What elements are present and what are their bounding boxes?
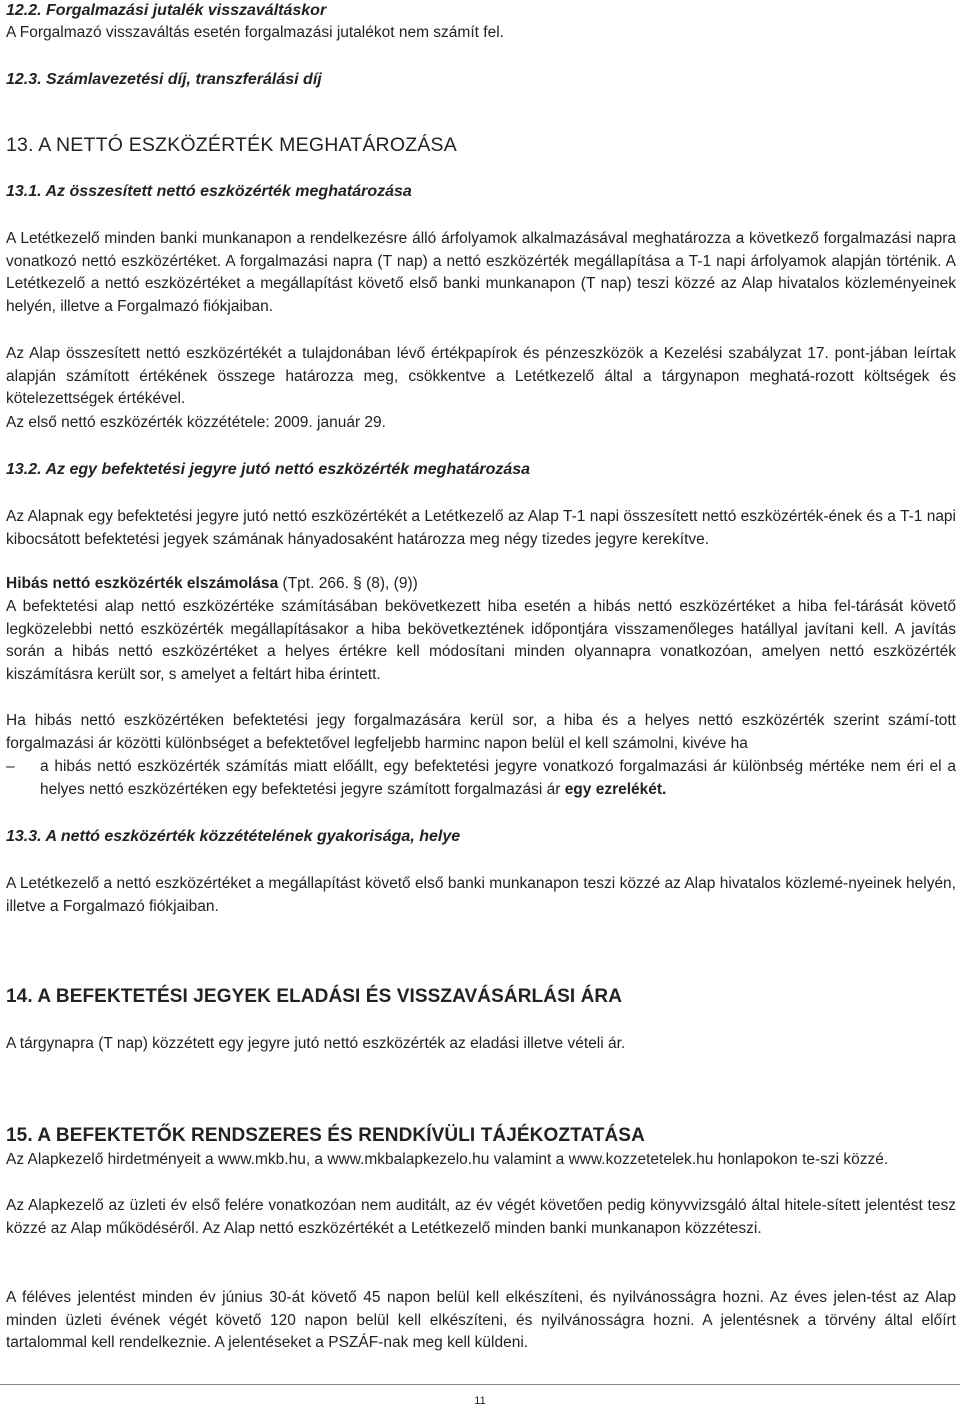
dash-bullet: – <box>6 758 15 775</box>
section-14-paragraph-1: A tárgynapra (T nap) közzétett egy jegyre jutó nettó eszközérték az eladási illetve vételi ár. <box>6 1035 626 1052</box>
exception-text: a hibás nettó eszközérték számítás miatt előállt, egy befektetési jegyre vonatkozó forgalmazási ár különbség mértéke nem éri el a helyes nettó eszközértéken egy befektetési jegyre számított forgalmazási ár <box>40 758 956 798</box>
footer-divider <box>0 1384 960 1385</box>
error-correction-title <box>6 573 956 596</box>
section-15-paragraph-3: A féléves jelentést minden év június 30-át követő 45 napon belül kell elkészíteni, és nyilvánosságra hozni. Az éves jelen-tést az Alap minden üzleti évének végét követő 120 napon belül kell elkészíteni, és nyilvánosságra hozni. A jelentésnek a törvény által előírt tartalommal kell rendelkeznie. A jelentéseket a PSZÁF-nak meg kell küldeni. <box>6 1289 956 1351</box>
section-13-3-paragraph-1: A Letétkezelő a nettó eszközértéket a megállapítást követő első banki munkanapon teszi közzé az Alap hivatalos közlemé-nyeinek helyén, illetve a Forgalmazó fiókjaiban. <box>6 875 956 915</box>
section-12-3-heading: 12.3. Számlavezetési díj, transzferálási díj <box>6 71 322 88</box>
page-number: 11 <box>474 1395 486 1407</box>
error-correction-title-bold: Hibás nettó eszközérték elszámolása <box>6 575 279 592</box>
section-15-heading: 15. A BEFEKTETŐK RENDSZERES ÉS RENDKÍVÜLI TÁJÉKOZTATÁSA <box>6 1125 645 1146</box>
section-13-2-paragraph-3: Ha hibás nettó eszközértéken befektetési jegy forgalmazására kerül sor, a hiba és a helyes nettó eszközérték szerint számí-tott forgalmazási ár közötti különbséget a befektetővel legfeljebb harminc napon belül el kell számolni, kivéve ha <box>6 712 956 752</box>
section-13-2-paragraph-2: A befektetési alap nettó eszközértéke számításában bekövetkezett hiba esetén a hibás nettó eszközértéket a hiba fel-tárását követő legközelebbi nettó eszközérték megállapításakor a hiba bekövetkeztének időpontjára visszamenőleges hatállyal javítani kell. A javítás során a hibás nettó eszközértéket a helyes értékre kell módosítani minden olyannapra vonatkozóan, amelyen nettó eszközérték kiszámításra került sor, s amelyet a feltárt hiba érintett. <box>6 598 956 683</box>
section-13-1-heading: 13.1. Az összesített nettó eszközérték meghatározása <box>6 183 412 200</box>
section-12-2-text: A Forgalmazó visszaváltás esetén forgalmazási jutalékot nem számít fel. <box>6 24 504 41</box>
section-13-1-paragraph-2: Az Alap összesített nettó eszközértékét a tulajdonában lévő értékpapírok és pénzeszközök a Kezelési szabályzat 17. pont-jában leírtak alapján számított értékének összege határozza meg, csökkentve a Letétkezelő által a tárgynapon meghatá-rozott költségek és kötelezettségek értékével. <box>6 345 956 407</box>
document-page <box>6 0 956 1351</box>
error-correction-title-reference: (Tpt. 266. § (8), (9)) <box>278 575 418 592</box>
section-13-2-heading: 13.2. Az egy befektetési jegyre jutó nettó eszközérték meghatározása <box>6 461 531 478</box>
section-15-paragraph-2: Az Alapkezelő az üzleti év első felére vonatkozóan nem auditált, az év végét követően pedig könyvvizsgáló által hitele-sített jelentést tesz közzé az Alap működéséről. Az Alap nettó eszközértékét a Letétkezelő minden banki munkanapon közzéteszi. <box>6 1197 956 1237</box>
exception-text-bold: egy ezrelékét. <box>564 780 667 798</box>
section-12-2-heading: 12.2. Forgalmazási jutalék visszaváltáskor <box>6 2 327 19</box>
section-13-heading: 13. A NETTÓ ESZKÖZÉRTÉK MEGHATÁROZÁSA <box>6 134 457 156</box>
exception-list-item <box>6 756 956 801</box>
section-13-2-paragraph-1: Az Alapnak egy befektetési jegyre jutó nettó eszközértékét a Letétkezelő az Alap T-1 napi összesített nettó eszközérték-ének és a T-1 napi kibocsátott befektetési jegyek számának hányadosaként határozza meg négy tizedes jegyre kerekítve. <box>6 508 956 548</box>
section-13-3-heading: 13.3. A nettó eszközérték közzétételének gyakorisága, helye <box>6 828 461 845</box>
section-13-1-paragraph-1: A Letétkezelő minden banki munkanapon a rendelkezésre álló árfolyamok alkalmazásával meghatározza a következő forgalmazási napra vonatkozó nettó eszközértéket. A forgalmazási napra (T nap) a nettó eszközérték megállapítása a T-1 napi árfolyamok alapján történik. A Letétkezelő a nettó eszközértéket a megállapítást követő első banki munkanapon (T nap) teszi közzé az Alap hivatalos közleményeinek helyén, illetve a Forgalmazó fiókjaiban. <box>6 230 956 315</box>
section-14-heading: 14. A BEFEKTETÉSI JEGYEK ELADÁSI ÉS VISSZAVÁSÁRLÁSI ÁRA <box>6 986 623 1007</box>
section-13-1-paragraph-3: Az első nettó eszközérték közzététele: 2009. január 29. <box>6 414 386 431</box>
section-15-paragraph-1: Az Alapkezelő hirdetményeit a www.mkb.hu, a www.mkbalapkezelo.hu valamint a www.kozzetetelek.hu honlapokon te-szi közzé. <box>6 1151 889 1168</box>
